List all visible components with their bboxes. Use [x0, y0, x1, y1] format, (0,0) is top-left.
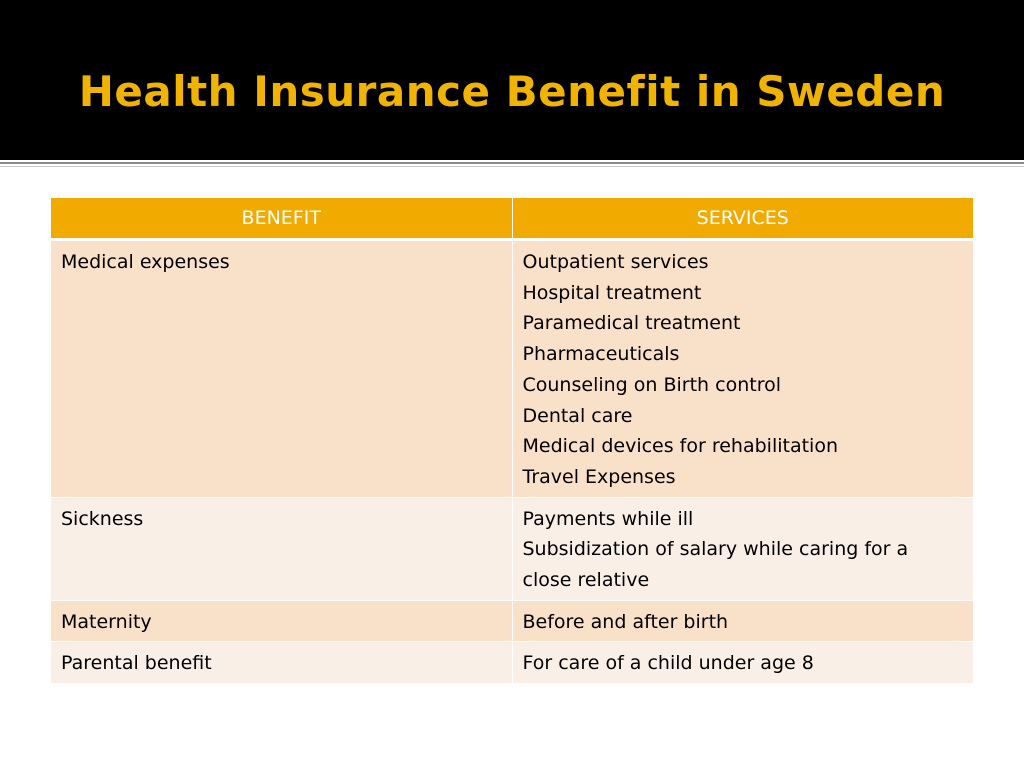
table-header-row [51, 198, 973, 240]
benefit-label: Sickness [61, 507, 144, 530]
service-item: Outpatient services [522, 251, 709, 273]
title-divider-line-thin [0, 166, 1024, 167]
service-item: Pharmaceuticals [522, 343, 680, 366]
header-benefit: BENEFIT [51, 198, 512, 240]
benefit-cell [51, 497, 512, 600]
table-row [51, 497, 973, 600]
benefits-table [51, 198, 973, 684]
benefit-cell [51, 240, 512, 498]
service-item: Subsidization of salary while caring for a close relative [522, 538, 909, 592]
table-row [51, 600, 973, 642]
services-cell [512, 642, 973, 684]
title-divider-line [0, 162, 1024, 164]
benefit-cell [51, 600, 512, 642]
service-item: Dental care [522, 404, 633, 427]
services-cell [512, 497, 973, 600]
slide-title: Health Insurance Benefit in Sweden [78, 67, 946, 116]
title-bar [0, 0, 1024, 160]
service-item: Paramedical treatment [522, 312, 741, 335]
benefit-label: Maternity [61, 610, 152, 633]
benefit-label: Parental benefit [61, 652, 212, 675]
service-item: Hospital treatment [522, 281, 702, 304]
header-services: SERVICES [512, 198, 973, 240]
services-cell [512, 600, 973, 642]
service-item: Payments while ill [522, 507, 694, 530]
table-row [51, 240, 973, 498]
service-item: For care of a child under age 8 [522, 652, 814, 675]
service-item: Medical devices for rehabilitation [522, 435, 838, 458]
table-row [51, 642, 973, 684]
service-item: Counseling on Birth control [522, 373, 781, 396]
service-item: Before and after birth [522, 610, 729, 633]
services-cell [512, 240, 973, 498]
benefit-cell [51, 642, 512, 684]
benefit-label: Medical expenses [61, 251, 230, 273]
service-item: Travel Expenses [522, 465, 676, 488]
